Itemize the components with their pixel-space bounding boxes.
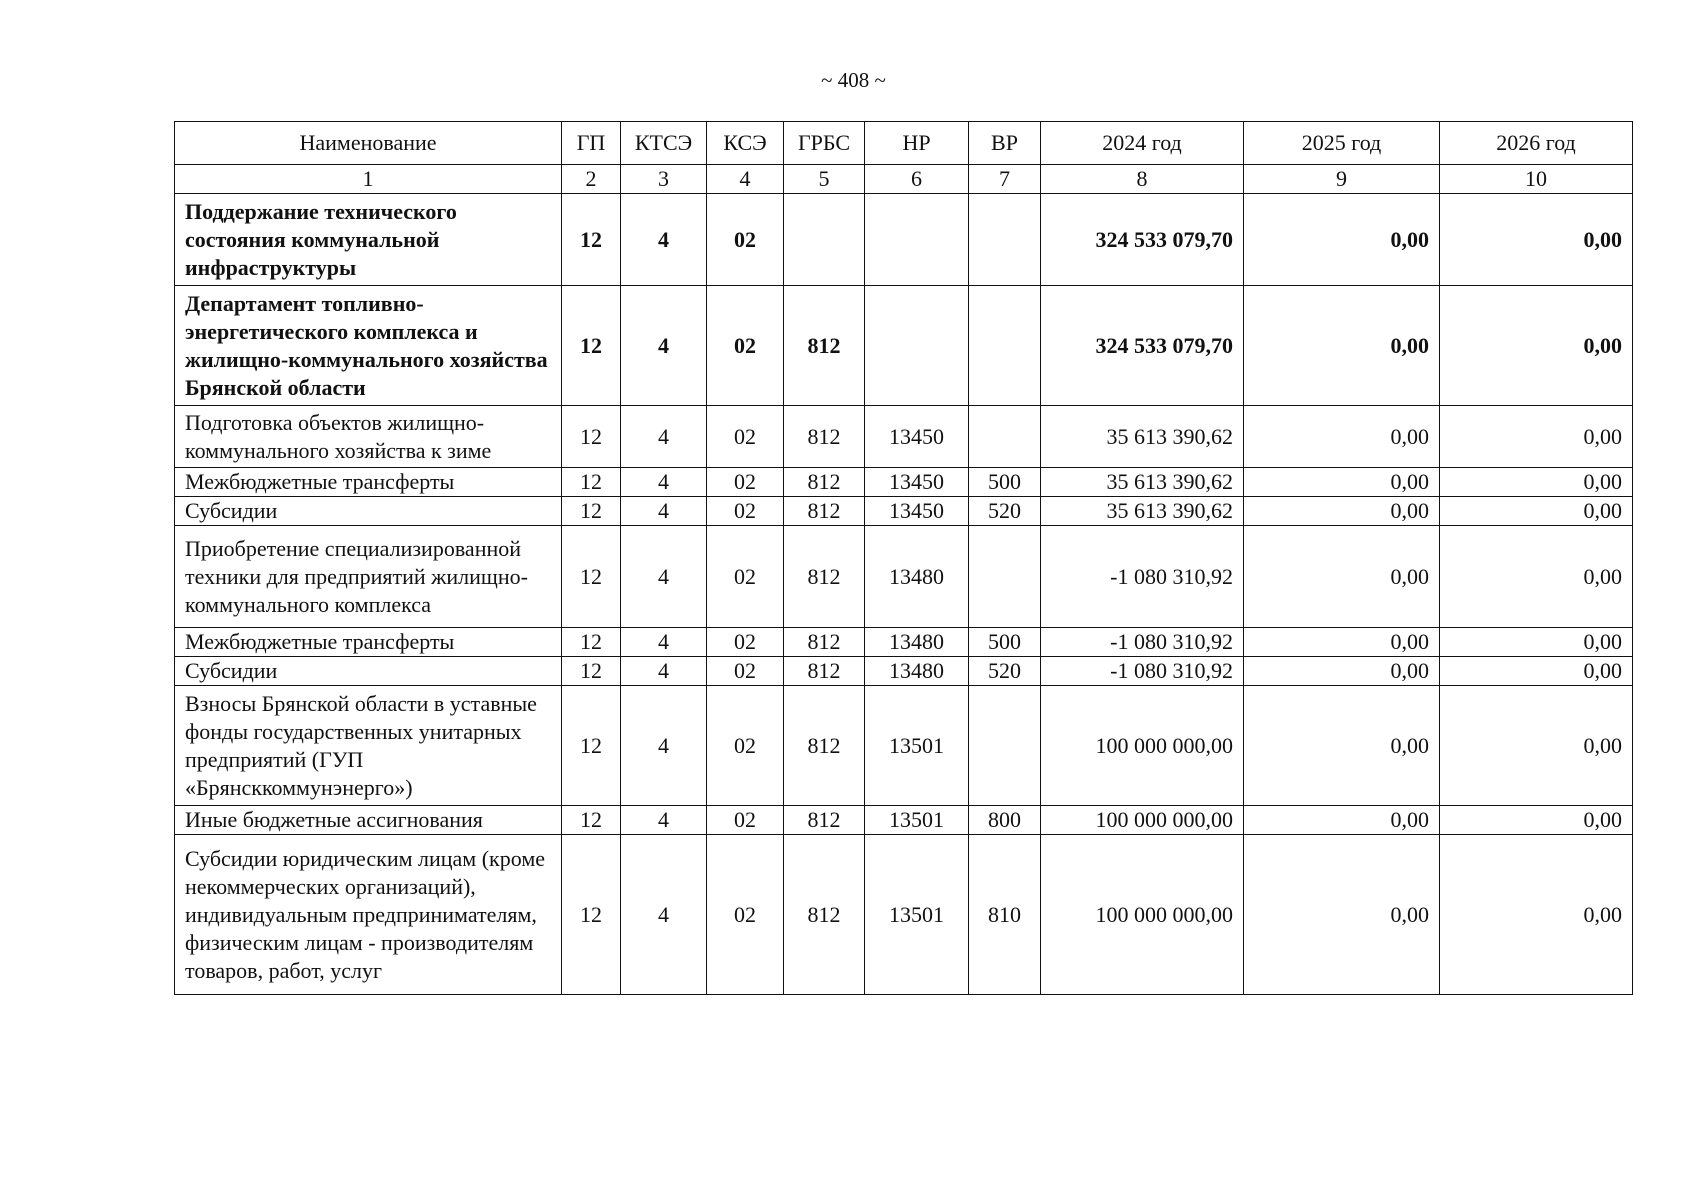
table-row xyxy=(175,686,1633,806)
table-row xyxy=(175,806,1633,835)
row-amount-2026: 0,00 xyxy=(1440,628,1633,657)
row-kse: 02 xyxy=(707,526,784,628)
row-ktse: 4 xyxy=(621,835,707,995)
row-amount-2025: 0,00 xyxy=(1244,806,1440,835)
header-name: Наименование xyxy=(175,122,562,165)
row-name: Межбюджетные трансферты xyxy=(175,468,562,497)
row-gp: 12 xyxy=(562,628,621,657)
header-row xyxy=(175,122,1633,165)
column-number: 6 xyxy=(865,165,969,194)
header-grbs: ГРБС xyxy=(784,122,865,165)
row-amount-2024: -1 080 310,92 xyxy=(1041,657,1244,686)
row-kse: 02 xyxy=(707,628,784,657)
row-nr xyxy=(865,286,969,406)
row-kse: 02 xyxy=(707,406,784,468)
row-amount-2025: 0,00 xyxy=(1244,686,1440,806)
row-ktse: 4 xyxy=(621,657,707,686)
header-ktse: КТСЭ xyxy=(621,122,707,165)
row-amount-2026: 0,00 xyxy=(1440,526,1633,628)
row-name: Субсидии xyxy=(175,497,562,526)
row-nr: 13501 xyxy=(865,686,969,806)
column-number: 8 xyxy=(1041,165,1244,194)
row-nr: 13480 xyxy=(865,628,969,657)
column-number: 3 xyxy=(621,165,707,194)
row-amount-2024: 35 613 390,62 xyxy=(1041,497,1244,526)
row-gp: 12 xyxy=(562,835,621,995)
row-amount-2025: 0,00 xyxy=(1244,194,1440,286)
table-row xyxy=(175,526,1633,628)
row-nr: 13450 xyxy=(865,468,969,497)
table-row xyxy=(175,406,1633,468)
row-amount-2026: 0,00 xyxy=(1440,497,1633,526)
row-nr: 13501 xyxy=(865,835,969,995)
row-amount-2026: 0,00 xyxy=(1440,657,1633,686)
row-vr: 800 xyxy=(969,806,1041,835)
row-vr xyxy=(969,526,1041,628)
row-amount-2026: 0,00 xyxy=(1440,806,1633,835)
row-amount-2026: 0,00 xyxy=(1440,406,1633,468)
table-row xyxy=(175,628,1633,657)
header-kse: КСЭ xyxy=(707,122,784,165)
row-gp: 12 xyxy=(562,806,621,835)
row-amount-2026: 0,00 xyxy=(1440,468,1633,497)
row-gp: 12 xyxy=(562,286,621,406)
row-ktse: 4 xyxy=(621,686,707,806)
header-2024: 2024 год xyxy=(1041,122,1244,165)
row-ktse: 4 xyxy=(621,806,707,835)
row-amount-2024: -1 080 310,92 xyxy=(1041,628,1244,657)
row-ktse: 4 xyxy=(621,628,707,657)
row-amount-2025: 0,00 xyxy=(1244,286,1440,406)
row-kse: 02 xyxy=(707,497,784,526)
row-grbs: 812 xyxy=(784,628,865,657)
row-vr xyxy=(969,286,1041,406)
header-vr: ВР xyxy=(969,122,1041,165)
row-nr: 13501 xyxy=(865,806,969,835)
header-nr: НР xyxy=(865,122,969,165)
row-vr xyxy=(969,194,1041,286)
column-number: 2 xyxy=(562,165,621,194)
row-grbs: 812 xyxy=(784,468,865,497)
row-kse: 02 xyxy=(707,286,784,406)
row-amount-2026: 0,00 xyxy=(1440,286,1633,406)
row-grbs: 812 xyxy=(784,286,865,406)
row-grbs: 812 xyxy=(784,497,865,526)
row-gp: 12 xyxy=(562,686,621,806)
column-number: 5 xyxy=(784,165,865,194)
row-ktse: 4 xyxy=(621,286,707,406)
row-ktse: 4 xyxy=(621,194,707,286)
row-grbs xyxy=(784,194,865,286)
row-nr: 13480 xyxy=(865,657,969,686)
row-nr: 13450 xyxy=(865,406,969,468)
row-grbs: 812 xyxy=(784,526,865,628)
row-gp: 12 xyxy=(562,406,621,468)
row-name: Субсидии xyxy=(175,657,562,686)
column-number: 1 xyxy=(175,165,562,194)
row-grbs: 812 xyxy=(784,406,865,468)
row-nr: 13480 xyxy=(865,526,969,628)
row-amount-2025: 0,00 xyxy=(1244,657,1440,686)
row-name: Департамент топливно-энергетического комплекса и жилищно-коммунального хозяйства Брянской области xyxy=(175,286,562,406)
row-vr: 810 xyxy=(969,835,1041,995)
row-vr xyxy=(969,686,1041,806)
row-kse: 02 xyxy=(707,657,784,686)
budget-table xyxy=(174,121,1633,995)
row-name: Иные бюджетные ассигнования xyxy=(175,806,562,835)
column-number: 9 xyxy=(1244,165,1440,194)
row-name: Субсидии юридическим лицам (кроме некоммерческих организаций), индивидуальным предпринимателям, физическим лицам - производителям товаров, работ, услуг xyxy=(175,835,562,995)
row-nr xyxy=(865,194,969,286)
header-2025: 2025 год xyxy=(1244,122,1440,165)
row-grbs: 812 xyxy=(784,806,865,835)
row-name: Межбюджетные трансферты xyxy=(175,628,562,657)
row-nr: 13450 xyxy=(865,497,969,526)
table-row xyxy=(175,497,1633,526)
row-amount-2025: 0,00 xyxy=(1244,628,1440,657)
row-amount-2024: 35 613 390,62 xyxy=(1041,406,1244,468)
row-amount-2024: 324 533 079,70 xyxy=(1041,194,1244,286)
header-gp: ГП xyxy=(562,122,621,165)
row-amount-2025: 0,00 xyxy=(1244,468,1440,497)
row-name: Взносы Брянской области в уставные фонды государственных унитарных предприятий (ГУП «Брянсккоммунэнерго») xyxy=(175,686,562,806)
table-row xyxy=(175,286,1633,406)
row-kse: 02 xyxy=(707,835,784,995)
row-vr: 500 xyxy=(969,468,1041,497)
row-name: Поддержание технического состояния коммунальной инфраструктуры xyxy=(175,194,562,286)
column-number: 10 xyxy=(1440,165,1633,194)
row-amount-2024: 100 000 000,00 xyxy=(1041,806,1244,835)
row-name: Приобретение специализированной техники для предприятий жилищно-коммунального комплекса xyxy=(175,526,562,628)
row-amount-2026: 0,00 xyxy=(1440,835,1633,995)
column-number: 4 xyxy=(707,165,784,194)
row-grbs: 812 xyxy=(784,835,865,995)
row-vr: 520 xyxy=(969,497,1041,526)
row-ktse: 4 xyxy=(621,497,707,526)
row-amount-2026: 0,00 xyxy=(1440,194,1633,286)
row-name: Подготовка объектов жилищно-коммунального хозяйства к зиме xyxy=(175,406,562,468)
row-amount-2025: 0,00 xyxy=(1244,497,1440,526)
row-gp: 12 xyxy=(562,657,621,686)
row-vr: 500 xyxy=(969,628,1041,657)
table-row xyxy=(175,194,1633,286)
table-row xyxy=(175,468,1633,497)
row-amount-2025: 0,00 xyxy=(1244,526,1440,628)
column-number: 7 xyxy=(969,165,1041,194)
row-gp: 12 xyxy=(562,526,621,628)
row-kse: 02 xyxy=(707,686,784,806)
page-number: ~ 408 ~ xyxy=(821,68,886,92)
table-row xyxy=(175,835,1633,995)
row-amount-2025: 0,00 xyxy=(1244,835,1440,995)
row-ktse: 4 xyxy=(621,468,707,497)
row-gp: 12 xyxy=(562,194,621,286)
row-amount-2026: 0,00 xyxy=(1440,686,1633,806)
row-ktse: 4 xyxy=(621,526,707,628)
row-ktse: 4 xyxy=(621,406,707,468)
row-amount-2024: 100 000 000,00 xyxy=(1041,835,1244,995)
row-amount-2024: 35 613 390,62 xyxy=(1041,468,1244,497)
row-vr xyxy=(969,406,1041,468)
header-2026: 2026 год xyxy=(1440,122,1633,165)
row-kse: 02 xyxy=(707,468,784,497)
row-grbs: 812 xyxy=(784,657,865,686)
row-grbs: 812 xyxy=(784,686,865,806)
row-amount-2024: 100 000 000,00 xyxy=(1041,686,1244,806)
row-amount-2024: -1 080 310,92 xyxy=(1041,526,1244,628)
row-gp: 12 xyxy=(562,468,621,497)
column-number-row xyxy=(175,165,1633,194)
row-amount-2024: 324 533 079,70 xyxy=(1041,286,1244,406)
row-vr: 520 xyxy=(969,657,1041,686)
row-gp: 12 xyxy=(562,497,621,526)
row-kse: 02 xyxy=(707,194,784,286)
row-amount-2025: 0,00 xyxy=(1244,406,1440,468)
row-kse: 02 xyxy=(707,806,784,835)
table-row xyxy=(175,657,1633,686)
